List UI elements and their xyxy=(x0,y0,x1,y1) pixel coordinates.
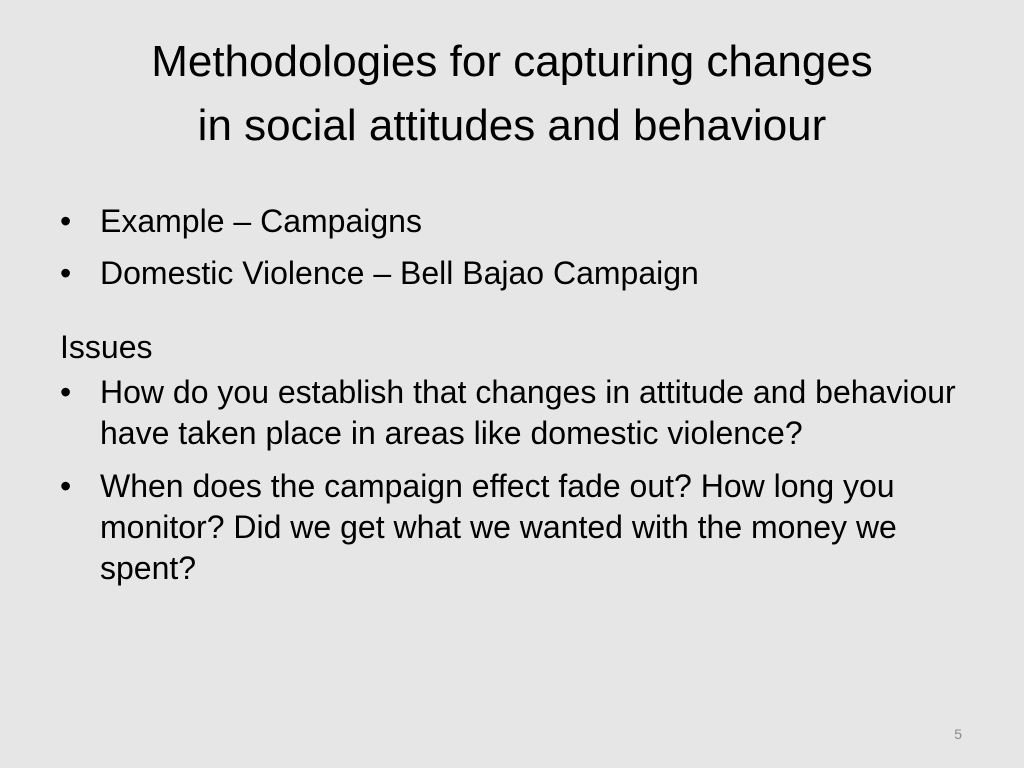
bullet-icon: • xyxy=(60,203,72,239)
bullet-text: How do you establish that changes in attitude and behaviour have taken place in areas like domestic violence? xyxy=(100,374,956,451)
bullet-text: When does the campaign effect fade out? How long you monitor? Did we get what we wanted with the money we spent? xyxy=(100,468,897,586)
list-item xyxy=(60,252,960,294)
bullet-text: Domestic Violence – Bell Bajao Campaign xyxy=(100,255,699,291)
slide-title-line: in social attitudes and behaviour xyxy=(197,101,827,150)
slide-title-line: Methodologies for capturing changes xyxy=(151,37,873,86)
issues-bullet-list xyxy=(60,372,960,589)
bullet-icon: • xyxy=(60,468,72,504)
list-item xyxy=(60,466,960,589)
page-number: 5 xyxy=(954,726,962,742)
list-item xyxy=(60,372,960,454)
bullet-icon: • xyxy=(60,374,72,410)
slide-body xyxy=(60,200,960,601)
bullet-icon: • xyxy=(60,255,72,291)
list-item xyxy=(60,200,960,242)
issues-heading: Issues xyxy=(60,329,153,365)
slide-title xyxy=(60,30,964,158)
top-bullet-list xyxy=(60,200,960,294)
bullet-text: Example – Campaigns xyxy=(100,203,422,239)
